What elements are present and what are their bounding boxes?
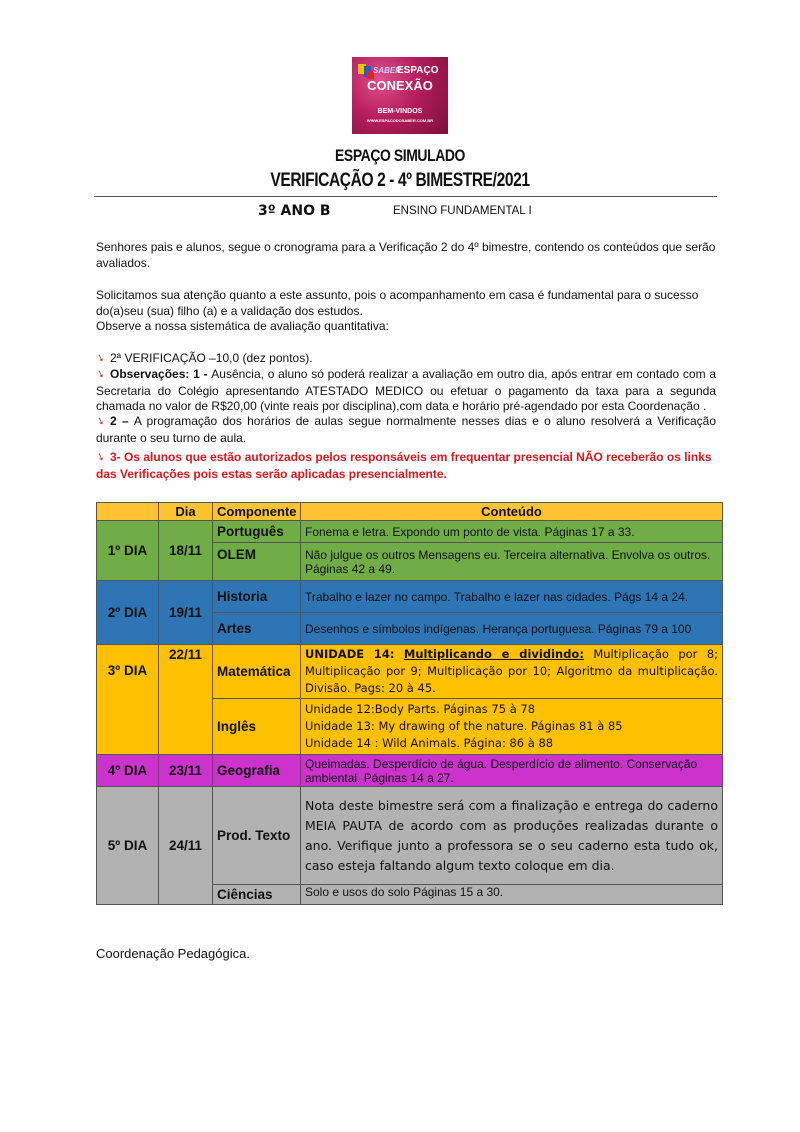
header-cell: Conteúdo — [301, 503, 723, 521]
bullet-text: A programação dos horários de aulas segue normalmente nesses dias e o aluno resolverá a Verificação durante o seu turno de aula. — [96, 414, 717, 445]
arrow-bullet-icon: ➘ — [94, 367, 107, 382]
page-subtitle: VERIFICAÇÃO 2 - 4º BIMESTRE/2021 — [270, 170, 530, 191]
logo-site: WWW.ESPACODOSABER.COM.BR — [366, 118, 434, 123]
content-cell: Não julgue os outros Mensagens eu. Terceira alternativa. Envolva os outros. Páginas 42 a 49. — [301, 543, 723, 581]
content-cell: Queimadas. Desperdício de água. Desperdício de alimento. Conservação ambiental. Páginas 14 a 27. — [301, 755, 723, 787]
content-line: Unidade 13: My drawing of the nature. Páginas 81 à 85 — [305, 719, 623, 733]
bullet-text: 2ª VERIFICAÇÃO –10,0 (dez pontos). — [110, 351, 313, 365]
unit-text: Multiplicação por 8; Multiplicação por 9; Multiplicação por 10; Algoritmo da multiplicação. Divisão. Pags: 20 à 45. — [305, 647, 719, 695]
logo-welcome: BEM-VINDOS — [377, 108, 423, 115]
intro-paragraph-1: Senhores pais e alunos, segue o cronograma para a Verificação 2 do 4º bimestre, contendo os conteúdos que serão avaliados. — [96, 240, 716, 270]
content-cell: Fonema e letra. Expondo um ponto de vista. Páginas 17 a 33. — [301, 521, 723, 543]
arrow-bullet-icon: ➘ — [94, 414, 107, 429]
bullet-label: 3- — [110, 450, 125, 464]
table-row — [97, 755, 723, 787]
schedule-table — [96, 502, 723, 905]
logo-saber: SABER — [373, 66, 402, 75]
content-cell: Desenhos e símbolos indígenas. Herança portuguesa. Páginas 79 a 100 — [301, 613, 723, 645]
date-cell: 22/11 — [159, 645, 213, 755]
content-cell — [301, 645, 723, 699]
content-line: Unidade 12:Body Parts. Páginas 75 à 78 — [305, 702, 536, 716]
arrow-bullet-icon: ➘ — [94, 351, 107, 366]
level-label: ENSINO FUNDAMENTAL I — [393, 205, 532, 217]
table-row — [97, 521, 723, 543]
date-cell: 24/11 — [159, 787, 213, 905]
bullet-programacao — [96, 414, 716, 446]
header-cell: Componente — [213, 503, 301, 521]
table-row — [97, 581, 723, 613]
subject-cell: Inglês — [213, 699, 301, 755]
header-cell: Dia — [159, 503, 213, 521]
bullet-presencial — [96, 450, 716, 482]
date-cell: 18/11 — [159, 521, 213, 581]
subject-cell: Artes — [213, 613, 301, 645]
date-cell: 19/11 — [159, 581, 213, 645]
day-cell: 5º DIA — [97, 787, 159, 905]
day-cell: 2º DIA — [97, 581, 159, 645]
date-cell: 23/11 — [159, 755, 213, 787]
day-cell: 4º DIA — [97, 755, 159, 787]
intro-paragraph-3: Observe a nossa sistemática de avaliação quantitativa: — [96, 319, 389, 333]
signature: Coordenação Pedagógica. — [96, 946, 250, 961]
bullet-verificacao — [96, 351, 716, 368]
bullet-text: Ausência, o aluno só poderá realizar a avaliação em outro dia, após entrar em contado com a Secretaria do Colégio apresentando ATESTADO MEDICO ou efetuar o pagamento da taxa para a segunda chamada no valor de R$20,00 (vinte reais por disciplina),com data e horário pré-agendado por esta Coordenação . — [96, 367, 716, 413]
header-cell — [97, 503, 159, 521]
subject-cell: Matemática — [213, 645, 301, 699]
bullet-text: Os alunos que estão autorizados pelos responsáveis em frequentar presencial NÃO receberão os links das Verificações pois estas serão aplicadas presencialmente. — [96, 450, 712, 481]
unit-title: Multiplicando e dividindo: — [403, 647, 584, 661]
subject-cell: Português — [213, 521, 301, 543]
bullet-label: 2 – — [110, 414, 134, 428]
subject-cell: Geografia — [213, 755, 301, 787]
day-cell: 1º DIA — [97, 521, 159, 581]
content-line: Unidade 14 : Wild Animals. Página: 86 à 88 — [305, 736, 554, 750]
subject-cell: Prod. Texto — [213, 787, 301, 885]
grade-label: 3º ANO B — [258, 203, 331, 219]
content-cell: Trabalho e lazer no campo. Trabalho e lazer nas cidades. Págs 14 a 24. — [301, 581, 723, 613]
bullet-label: Observações: 1 - — [110, 367, 212, 381]
intro-paragraph-2: Solicitamos sua atenção quanto a este assunto, pois o acompanhamento em casa é fundamental para o sucesso do(a)seu (sua) filho (a) e a validação dos estudos. — [96, 288, 699, 318]
school-logo — [352, 57, 448, 134]
table-header-row — [97, 503, 723, 521]
subject-cell: OLEM — [213, 543, 301, 581]
content-cell: Solo e usos do solo Páginas 15 a 30. — [301, 885, 723, 905]
content-cell — [301, 699, 723, 755]
logo-espaco: ESPAÇO — [397, 65, 439, 76]
bullet-observacoes — [96, 367, 716, 415]
content-cell: Nota deste bimestre será com a finalização e entrega do caderno MEIA PAUTA de acordo com as produções realizadas durante o ano. Verifique junto a professora se o seu caderno esta tudo ok, caso esteja faltando algum texto coloque em dia. — [301, 787, 723, 885]
page-title: ESPAÇO SIMULADO — [335, 146, 465, 165]
subject-cell: Historia — [213, 581, 301, 613]
arrow-bullet-icon: ➘ — [94, 450, 107, 465]
table-row — [97, 787, 723, 885]
unit-label: UNIDADE 14: — [305, 647, 395, 661]
day-cell: 3º DIA — [97, 645, 159, 755]
header-divider — [94, 196, 717, 197]
table-row — [97, 645, 723, 699]
subject-cell: Ciências — [213, 885, 301, 905]
logo-conexao: CONEXÃO — [367, 78, 433, 93]
